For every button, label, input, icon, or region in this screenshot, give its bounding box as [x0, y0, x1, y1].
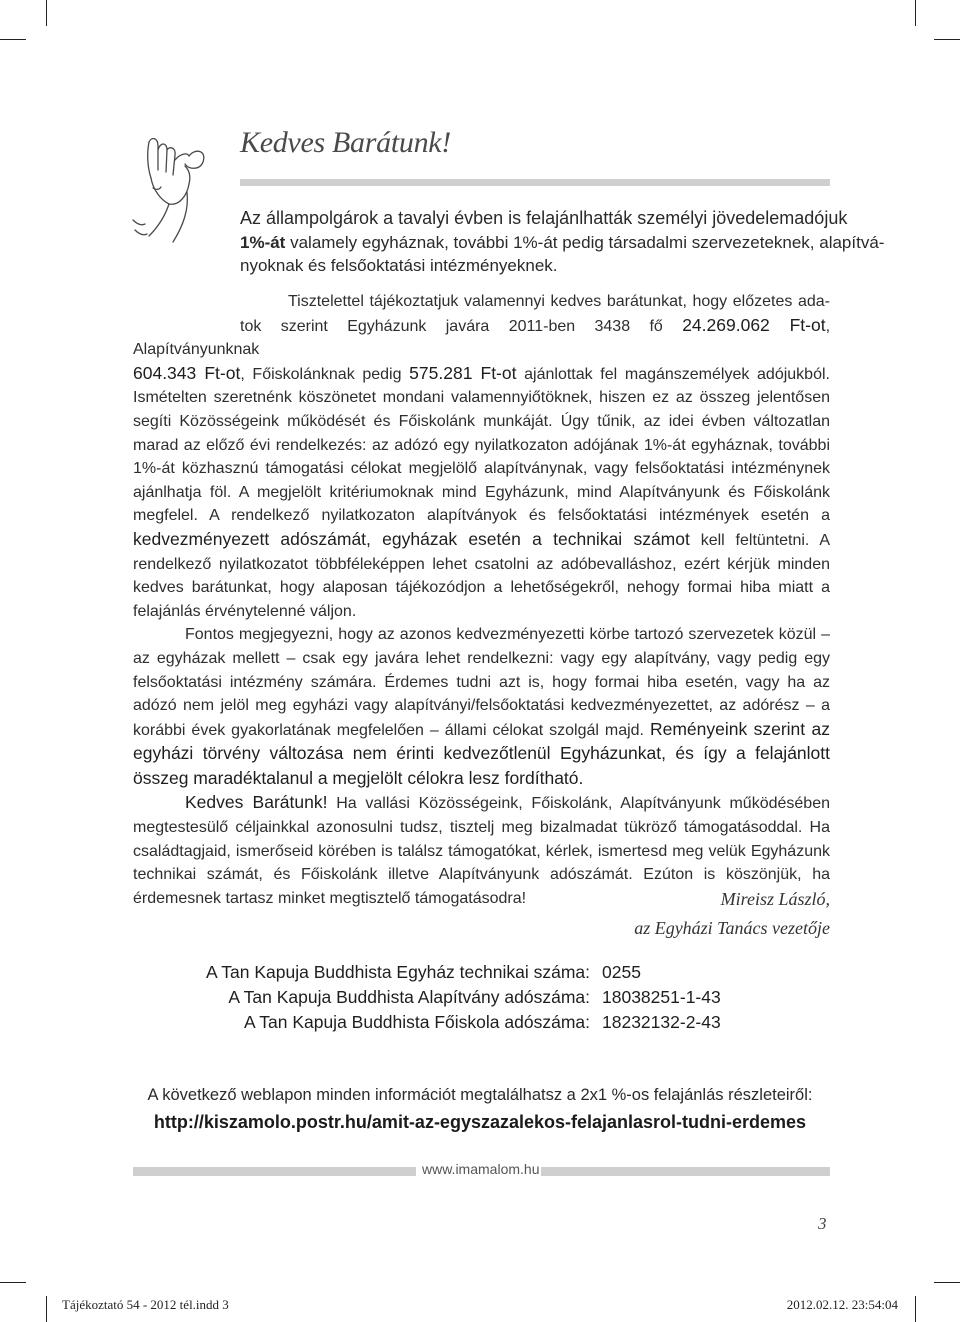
- crop-mark: [934, 1282, 960, 1283]
- footer-site: www.imamalom.hu: [422, 1161, 540, 1177]
- mudra-hand-illustration: [125, 120, 225, 260]
- paragraph-4-text: Ha vallási Közösségeink, Főiskolánk, Alapítványunk működésében megtestesülő céljainkkal azonosulni tudsz, tisztelj meg bizalmadat tükröző támogatásoddal. Ha családtagjaid, ismerőseid körében is találsz támogatókat, kérlek, ismertesd meg velük Egyházunk technikai számát, és Főiskolánk illetve Alapítványunk adószámát. Ezúton is köszönjük, ha érdemesnek tartasz minket megtisztelő támogatásodra!: [133, 795, 830, 907]
- crop-mark: [0, 39, 26, 40]
- foundation-amount: 604.343 Ft-ot: [133, 362, 241, 383]
- paragraph-1-text-d: , Főiskolánknak pedig: [240, 365, 410, 383]
- tax-id-value: 18038251-1-43: [602, 987, 721, 1007]
- intro-paragraph: [240, 207, 885, 278]
- paragraph-4-bold: Kedves Barátunk!: [185, 792, 328, 813]
- page-number: 3: [818, 1214, 827, 1233]
- church-amount: 24.269.062 Ft-ot: [682, 314, 826, 335]
- college-amount: 575.281 Ft-ot: [409, 362, 517, 383]
- paragraph-2-end: kell feltüntetni. A rendelkező nyilatkozatot többféleképpen lehet csatolni az adóbevalláshoz, ezért kérjük minden kedves barátunkat, hogy alaposan tájékozódjon a lehetőségekről, nehogy formai hiba miatt a felajánlás érvénytelenné váljon.: [133, 531, 831, 620]
- paragraph-1-text-e: ajánlottak fel magánszemélyek adójukból.: [516, 365, 830, 383]
- crop-mark: [915, 1296, 916, 1322]
- title-rule: [240, 179, 830, 186]
- paragraph-1-line1: [133, 290, 830, 314]
- slug-left: Tájékoztató 54 - 2012 tél.indd 3: [62, 1297, 229, 1312]
- letter-title: Kedves Barátunk!: [240, 126, 451, 159]
- signature: [634, 885, 830, 943]
- crop-mark: [46, 1296, 47, 1322]
- signature-name: Mireisz László,: [720, 889, 830, 909]
- paragraph-1-line3: [133, 362, 830, 387]
- tax-id-label: A Tan Kapuja Buddhista Főiskola adószáma:: [243, 1012, 590, 1032]
- intro-line-2: valamely egyháznak, további 1%-át pedig társadalmi szervezeteknek, alapítvá-: [285, 232, 885, 252]
- crop-mark: [934, 39, 960, 40]
- paragraph-2-bold: kedvezményezett adószámát, egyházak esetén a technikai számot: [133, 528, 690, 549]
- tax-id-label: A Tan Kapuja Buddhista Alapítvány adószáma:: [228, 987, 590, 1007]
- signature-role: az Egyházi Tanács vezetője: [634, 918, 830, 938]
- tax-id-row: [150, 985, 790, 1010]
- paragraph-1-text-a: Tisztelettel tájékoztatjuk valamennyi kedves barátunkat, hogy előzetes ada-: [288, 293, 830, 310]
- tax-id-label: A Tan Kapuja Buddhista Egyház technikai száma:: [206, 962, 590, 982]
- info-line: A következő weblapon minden információt megtalálhatsz a 2x1 %-os felajánlás részleteiről:: [147, 1086, 813, 1104]
- tax-id-list: [150, 960, 790, 1035]
- paragraph-3: [133, 623, 830, 791]
- footer-bar-left: [133, 1167, 416, 1176]
- paragraph-1-text-c: , Alapítványunknak: [133, 317, 831, 359]
- footer-bar-right: [541, 1167, 830, 1176]
- letter-body: [133, 290, 830, 910]
- tax-id-value: 0255: [602, 962, 641, 982]
- tax-id-value: 18232132-2-43: [602, 1012, 721, 1032]
- tax-id-row: [150, 960, 790, 985]
- tax-id-row: [150, 1010, 790, 1035]
- paragraph-3-bold: Reményeink szerint az egyházi törvény változása nem érinti kedvezőtlenül Egyházunkat, és így a felajánlott összeg maradéktalanul a megjelölt célokra lesz fordítható.: [133, 718, 830, 788]
- intro-line-3: nyoknak és felsőoktatási intézményeknek.: [240, 256, 558, 275]
- paragraph-3-text: Fontos megjegyezni, hogy az azonos kedvezményezetti körbe tartozó szervezetek közül – az egyházak mellett – csak egy javára lehet rendelkezni: vagy egy alapítvány, vagy pedig egy felsőoktatási intézmény számára. Érdemes tudni azt is, hogy formai hiba esetén, vagy ha az adózó nem jelöl meg egyházi vagy alapítványi/felsőoktatási kedvezményezettet, az adórész – a korábbi évek gyakorlatának megfelelően – állami célokat szolgál majd.: [133, 626, 830, 739]
- crop-mark: [0, 1282, 26, 1283]
- info-url-link[interactable]: http://kiszamolo.postr.hu/amit-az-egyszazalekos-felajanlasrol-tudni-erdemes: [153, 1112, 807, 1132]
- intro-line-1: Az állampolgárok a tavalyi évben is felajánlhatták személyi jövedelemadójuk: [240, 208, 848, 228]
- paragraph-2: [133, 386, 830, 623]
- paragraph-1-line2: [133, 314, 830, 362]
- slug-right: 2012.02.12. 23:54:04: [786, 1297, 898, 1312]
- crop-mark: [915, 0, 916, 26]
- crop-mark: [46, 0, 47, 26]
- paragraph-2-text: Ismételten szeretnénk köszönetet mondani valamennyiőtöknek, hiszen ez az összeg jelentősen segíti Közösségeink működését és Főiskolánk munkáját. Úgy tűnik, az idei évben változatlan marad az előző évi rendelkezés: az adózó egy nyilatkozaton adójának 1%-át egyháznak, további 1%-át közhasznú támogatási célokat megjelölő alapítványnak, vagy felsőoktatási intézménynek ajánlhatja föl. A megjelölt kritériumoknak mind Egyházunk, mind Alapítványunk és Főiskolánk megfelel. A rendelkező nyilatkozaton alapítványok és felsőoktatási intézmények esetén a: [133, 389, 830, 525]
- intro-bold-percent: 1%-át: [240, 232, 286, 252]
- paragraph-1-text-b: tok szerint Egyházunk javára 2011-ben 3438 fő: [240, 317, 683, 335]
